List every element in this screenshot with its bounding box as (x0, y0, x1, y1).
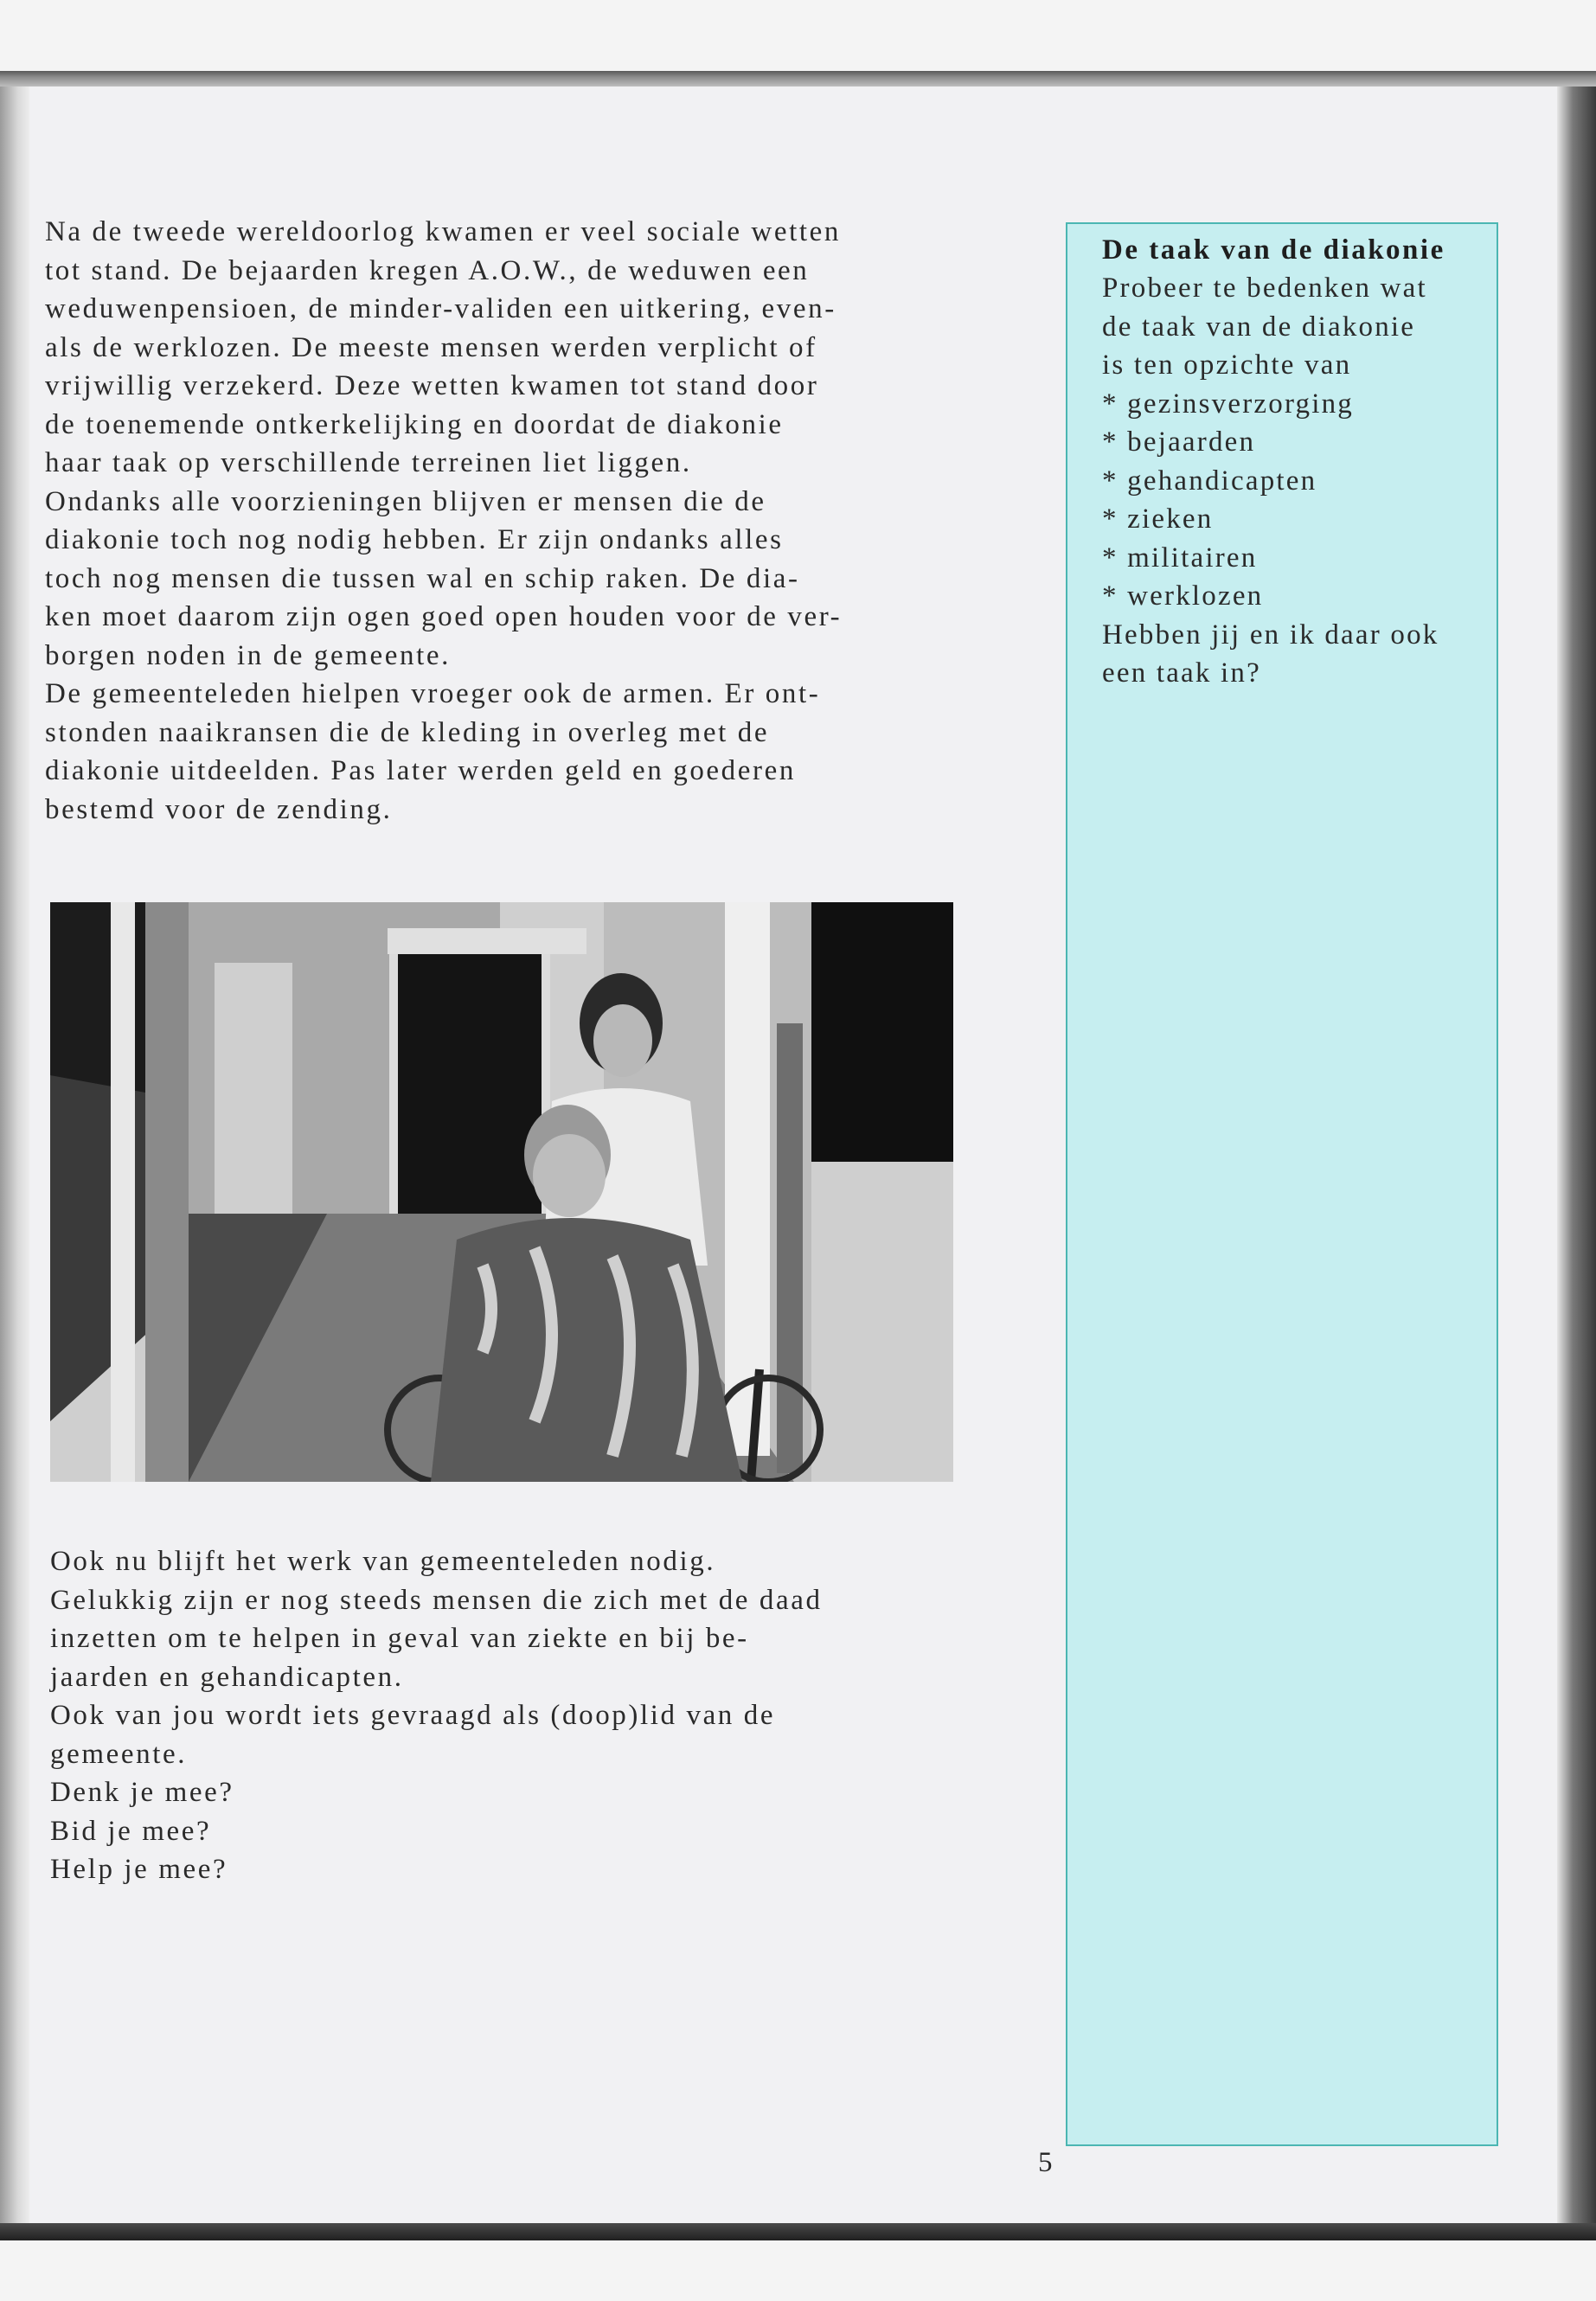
text-line: weduwenpensioen, de minder-validen een uitkering, even- (45, 293, 836, 324)
sidebar-title: De taak van de diakonie (1102, 234, 1445, 266)
bottom-edge (0, 2223, 1596, 2240)
left-binding-edge (0, 71, 29, 2240)
text-line: Help je mee? (50, 1854, 228, 1885)
text-line: bestemd voor de zending. (45, 793, 393, 825)
text-line: als de werklozen. De meeste mensen werden verplicht of (45, 331, 817, 363)
text-line: de toenemende ontkerkelijking en doordat de diakonie (45, 408, 784, 440)
left-door-frame (111, 902, 135, 1482)
woman-face (533, 1134, 606, 1217)
sidebar-line: de taak van de diakonie (1102, 311, 1416, 343)
sidebar-box (1066, 222, 1498, 2146)
right-wall-shadow (777, 1023, 803, 1473)
main-text-bottom (50, 1542, 823, 1889)
text-line: ken moet daarom zijn ogen goed open houden voor de ver- (45, 601, 843, 632)
main-text-top (45, 213, 842, 829)
sidebar-line: is ten opzichte van (1102, 349, 1352, 381)
sidebar-list-item: * gezinsverzorging (1102, 388, 1354, 420)
text-line: De gemeenteleden hielpen vroeger ook de armen. Er ont- (45, 678, 821, 709)
text-line: borgen noden in de gemeente. (45, 639, 451, 671)
text-line: Denk je mee? (50, 1777, 234, 1808)
sidebar-list-item: * werklozen (1102, 580, 1264, 612)
sidebar-list-item: * militairen (1102, 542, 1258, 574)
sidebar-line: Probeer te bedenken wat (1102, 272, 1427, 304)
text-line: Ook nu blijft het werk van gemeenteleden nodig. (50, 1546, 716, 1577)
text-line: jaarden en gehandicapten. (50, 1661, 404, 1693)
text-line: Gelukkig zijn er nog steeds mensen die zich met de daad (50, 1584, 823, 1616)
right-lower-panel (811, 1162, 953, 1482)
text-line: inzetten om te helpen in geval van ziekte en bij be- (50, 1623, 749, 1654)
text-line: Na de tweede wereldoorlog kwamen er veel sociale wetten (45, 216, 841, 247)
left-door-edge (145, 902, 189, 1482)
right-binding-edge (1557, 71, 1596, 2240)
sidebar-line: een taak in? (1102, 657, 1261, 689)
right-dark-door (811, 902, 953, 1162)
sidebar-text (1102, 269, 1497, 693)
end-door-frame-left (389, 954, 398, 1214)
text-line: Ondanks alle voorzieningen blijven er mensen die de (45, 485, 766, 517)
text-line: stonden naaikransen die de kleding in overleg met de (45, 716, 770, 748)
ceiling-light (388, 928, 586, 954)
caregiver-face (593, 1004, 652, 1077)
text-line: diakonie uitdeelden. Pas later werden geld en goederen (45, 755, 796, 786)
text-line: vrijwillig verzekerd. Deze wetten kwamen tot stand door (45, 370, 819, 401)
top-edge (0, 71, 1596, 87)
text-line: tot stand. De bejaarden kregen A.O.W., de weduwen een (45, 254, 810, 286)
sidebar-list-item: * zieken (1102, 503, 1214, 535)
sidebar-list-item: * bejaarden (1102, 426, 1256, 458)
text-line: haar taak op verschillende terreinen liet liggen. (45, 447, 692, 478)
text-line: gemeente. (50, 1738, 188, 1770)
text-line: Ook van jou wordt iets gevraagd als (doop)lid van de (50, 1700, 776, 1731)
text-line: toch nog mensen die tussen wal en schip raken. De dia- (45, 562, 800, 594)
sidebar-list-item: * gehandicapten (1102, 465, 1317, 497)
sidebar-line: Hebben jij en ik daar ook (1102, 619, 1439, 651)
corridor-panel (215, 963, 292, 1214)
text-line: diakonie toch nog nodig hebben. Er zijn ondanks alles (45, 524, 784, 555)
corridor-end-dark (396, 954, 543, 1214)
page-number: 5 (1038, 2147, 1053, 2178)
hallway-photo (50, 902, 953, 1482)
text-line: Bid je mee? (50, 1815, 212, 1847)
